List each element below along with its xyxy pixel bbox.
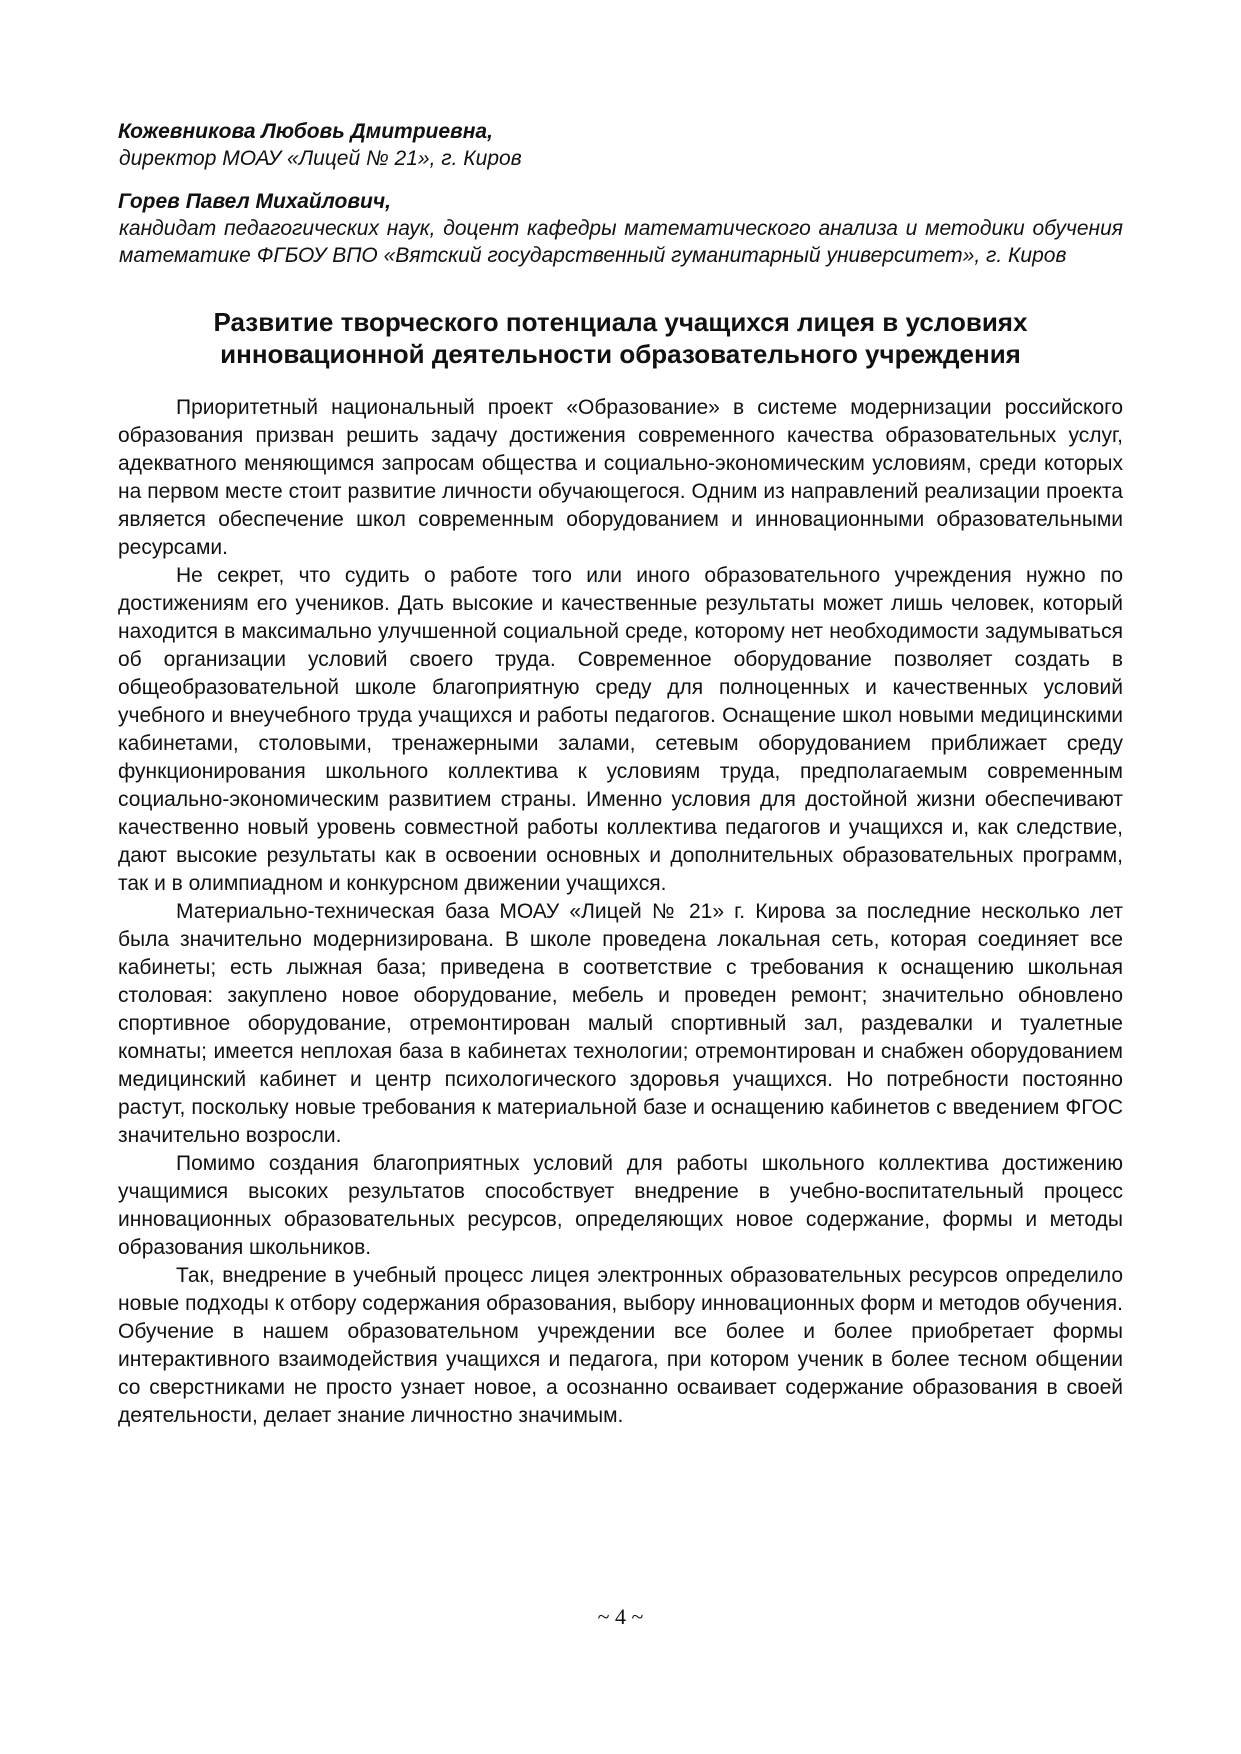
page-number: ~ 4 ~	[597, 1604, 644, 1629]
paragraph: Не секрет, что судить о работе того или иного образовательного учреждения нужно по достижениям его учеников. Дать высокие и качественные результаты может лишь человек, который находится в максимально улучшенной социальной среде, которому нет необходимости задумываться об организации условий своего труда. Современное оборудование позволяет создать в общеобразовательной школе благоприятную среду для полноценных и качественных условий учебного и внеучебного труда учащихся и работы педагогов. Оснащение школ новыми медицинскими кабинетами, столовыми, тренажерными залами, сетевым оборудованием приближает среду функционирования школьного коллектива к условиям труда, предполагаемым современным социально-экономическим развитием страны. Именно условия для достойной жизни обеспечивают качественно новый уровень совместной работы коллектива педагогов и учащихся и, как следствие, дают высокие результаты как в освоении основных и дополнительных образовательных программ, так и в олимпиадном и конкурсном движении учащихся.	[118, 564, 1123, 895]
author-position: кандидат педагогических наук, доцент кафедры математического анализа и методики обучения математике ФГБОУ ВПО «Вятский государственный гуманитарный университет», г. Киров	[119, 217, 1123, 267]
author-name: Кожевникова Любовь Дмитриевна,	[118, 120, 493, 143]
article-body	[118, 394, 1123, 1430]
author-name: Горев Павел Михайлович,	[118, 190, 391, 213]
paragraph: Материально-техническая база МОАУ «Лицей № 21» г. Кирова за последние несколько лет была значительно модернизирована. В школе проведена локальная сеть, которая соединяет все кабинеты; есть лыжная база; приведена в соответствие с требования к оснащению школьная столовая: закуплено новое оборудование, мебель и проведен ремонт; значительно обновлено спортивное оборудование, отремонтирован малый спортивный зал, раздевалки и туалетные комнаты; имеется неплохая база в кабинетах технологии; отремонтирован и снабжен оборудованием медицинский кабинет и центр психологического здоровья учащихся. Но потребности постоянно растут, поскольку новые требования к материальной базе и оснащению кабинетов с введением ФГОС значительно возросли.	[118, 900, 1123, 1147]
article-title-line: инновационной деятельности образовательного учреждения	[220, 339, 1021, 369]
paragraph: Помимо создания благоприятных условий для работы школьного коллектива достижению учащимися высоких результатов способствует внедрение в учебно-воспитательный процесс инновационных образовательных ресурсов, определяющих новое содержание, формы и методы образования школьников.	[118, 1152, 1123, 1259]
paragraph: Приоритетный национальный проект «Образование» в системе модернизации российского образования призван решить задачу достижения современного качества образовательных услуг, адекватного меняющимся запросам общества и социально-экономическим условиям, среди которых на первом месте стоит развитие личности обучающегося. Одним из направлений реализации проекта является обеспечение школ современным оборудованием и инновационными образовательными ресурсами.	[118, 396, 1123, 559]
author-block	[118, 118, 1123, 172]
article-title	[118, 306, 1123, 370]
author-position: директор МОАУ «Лицей № 21», г. Киров	[119, 147, 522, 170]
article-title-line: Развитие творческого потенциала учащихся лицея в условиях	[213, 307, 1028, 337]
document-page	[118, 118, 1123, 1430]
paragraph: Так, внедрение в учебный процесс лицея электронных образовательных ресурсов определило новые подходы к отбору содержания образования, выбору инновационных форм и методов обучения. Обучение в нашем образовательном учреждении все более и более приобретает формы интерактивного взаимодействия учащихся и педагога, при котором ученик в более тесном общении со сверстниками не просто узнает новое, а осознанно осваивает содержание образования в своей деятельности, делает знание личностно значимым.	[118, 1264, 1123, 1427]
author-block	[118, 188, 1123, 269]
